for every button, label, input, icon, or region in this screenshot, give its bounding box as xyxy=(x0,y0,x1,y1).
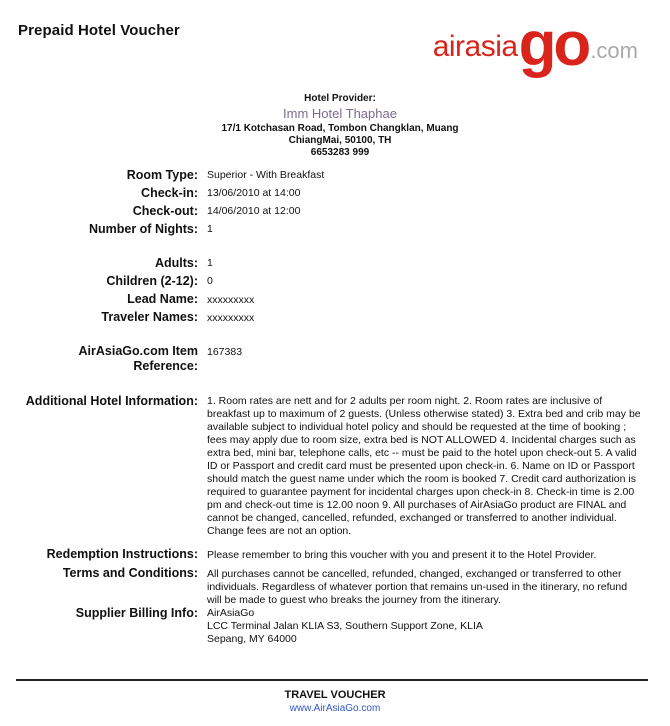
item-reference-label: AirAsiaGo.com Item Reference: xyxy=(78,344,198,373)
redemption-label: Redemption Instructions: xyxy=(46,547,198,561)
footer-divider xyxy=(16,679,648,681)
checkin-value: 13/06/2010 at 14:00 xyxy=(207,187,301,199)
billing-label: Supplier Billing Info: xyxy=(75,606,198,620)
hotel-provider-block xyxy=(195,93,485,159)
additional-info-value: 1. Room rates are nett and for 2 adults per room night. 2. Room rates are inclusive of breakfast up to maximum of 2 guests. (Unless otherwise stated) 3. Extra bed and crib may be available subject to individual hotel policy and should be requested at the time of booking ; fees may apply due to room size, extra bed is NOT ALLOWED 4. Incidental charges such as extra bed, mini bar, telephone calls, etc -- must be paid to the hotel upon check-out 5. A valid ID or Passport and credit card must be presented upon check-in. 6. Name on ID or Passport should match the guest name under which the room is booked 7. Credit card authorization is required to guarantee payment for incidental charges upon check-in 8. Check-in time is 2.00 pm and check-out time is 12.00 noon 9. All purchases of AirAsiaGo product are FINAL and cannot be changed, cancelled, refunded, exchanged or transferred to another individual. Change fees are not an option. xyxy=(207,395,641,537)
airasiago-logo xyxy=(432,10,638,80)
billing-line2: LCC Terminal Jalan KLIA S3, Southern Support Zone, KLIA xyxy=(207,620,483,632)
billing-line3: Sepang, MY 64000 xyxy=(207,633,297,645)
terms-value: All purchases cannot be cancelled, refunded, changed, exchanged or transferred to other individuals. Regardless of whatever portion that remains un-used in the itinerary, no refund will be made to guest who breaks the journey from the itinerary. xyxy=(207,568,628,606)
traveler-names-value: xxxxxxxxx xyxy=(207,312,255,324)
children-label: Children (2-12): xyxy=(106,274,198,288)
checkout-value: 14/06/2010 at 12:00 xyxy=(207,205,301,217)
page-title: Prepaid Hotel Voucher xyxy=(18,22,180,39)
children-value: 0 xyxy=(207,275,213,287)
hotel-address-line2: ChiangMai, 50100, TH xyxy=(288,135,392,146)
adults-label: Adults: xyxy=(154,256,198,270)
adults-value: 1 xyxy=(207,257,213,269)
traveler-names-label: Traveler Names: xyxy=(101,310,198,324)
checkin-label: Check-in: xyxy=(141,186,198,200)
hotel-provider-label: Hotel Provider: xyxy=(304,93,376,104)
hotel-address-line1: 17/1 Kotchasan Road, Tombon Changklan, Muang xyxy=(221,123,459,134)
additional-info-label: Additional Hotel Information: xyxy=(25,394,198,408)
footer xyxy=(0,689,670,715)
logo-text-com: .com xyxy=(590,38,638,63)
hotel-phone: 6653283 999 xyxy=(310,147,370,158)
terms-label: Terms and Conditions: xyxy=(62,566,198,580)
nights-label: Number of Nights: xyxy=(88,222,198,236)
logo-text-go: go xyxy=(518,10,589,80)
redemption-value: Please remember to bring this voucher with you and present it to the Hotel Provider. xyxy=(207,549,597,561)
item-reference-value: 167383 xyxy=(207,346,243,358)
lead-name-label: Lead Name: xyxy=(127,292,198,306)
checkout-label: Check-out: xyxy=(132,204,198,218)
footer-url-link[interactable]: www.AirAsiaGo.com xyxy=(289,703,381,714)
nights-value: 1 xyxy=(207,223,213,235)
room-type-value: Superior - With Breakfast xyxy=(207,169,325,181)
logo-text-airasia: airasia xyxy=(432,30,518,63)
footer-title: TRAVEL VOUCHER xyxy=(284,689,386,701)
hotel-name: Imm Hotel Thaphae xyxy=(283,106,397,121)
room-type-label: Room Type: xyxy=(126,168,198,182)
billing-value xyxy=(207,607,637,646)
billing-line1: AirAsiaGo xyxy=(207,607,255,619)
lead-name-value: xxxxxxxxx xyxy=(207,294,255,306)
